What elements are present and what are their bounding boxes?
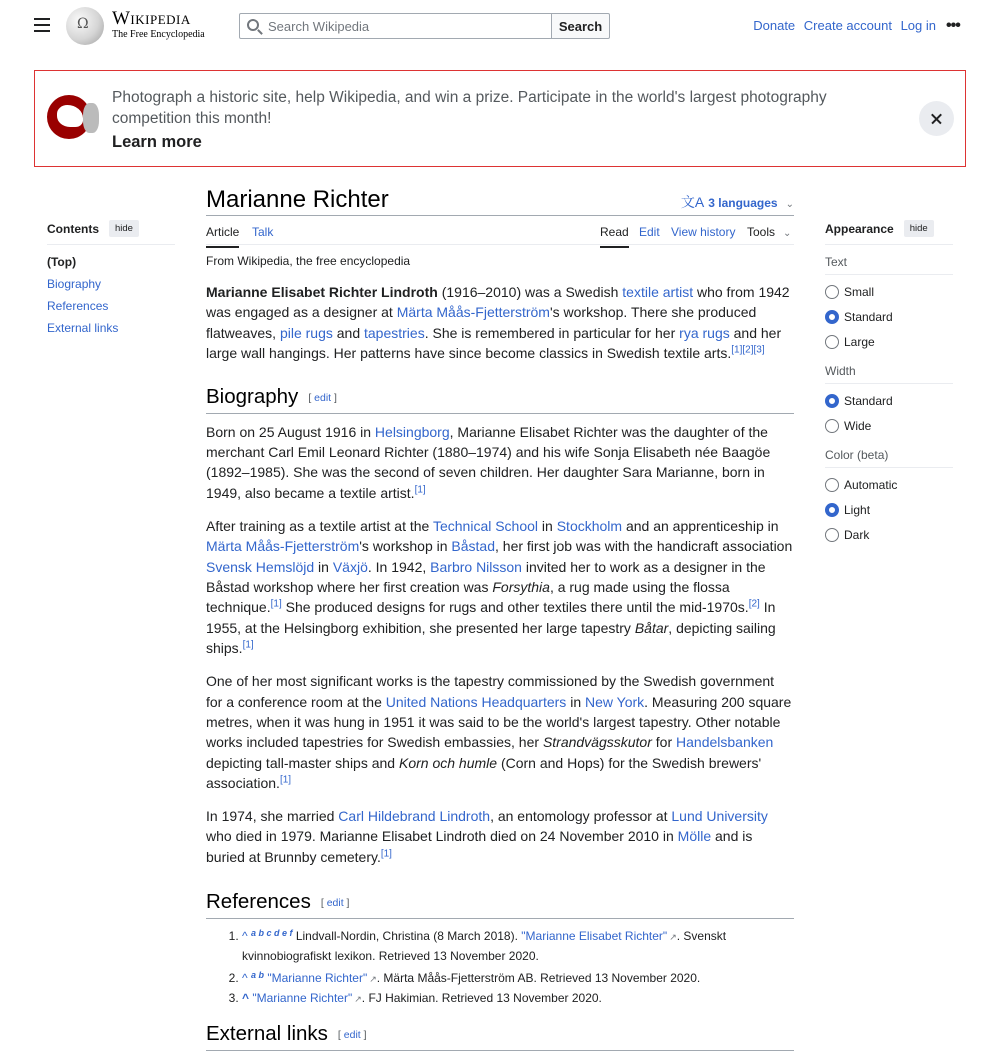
option-label: Large xyxy=(844,335,875,349)
wiki-loves-monuments-icon xyxy=(47,93,99,141)
backlinks[interactable]: a b c d e f xyxy=(250,928,293,939)
link-barbro-nilsson[interactable]: Barbro Nilsson xyxy=(430,558,522,575)
chevron-down-icon: ⌄ xyxy=(785,199,794,210)
link-technical-school[interactable]: Technical School xyxy=(432,517,539,534)
subject-name: Marianne Elisabet Richter Lindroth xyxy=(206,284,438,300)
biography-paragraph: Born on 25 August 1916 in Helsingborg, Marianne Elisabet Richter was the daughter of the merchant Carl Emil Leonard Richter (1880–1974) and his wife Sonja Elisabeth née Baagöe (1892–1985). She was the second of seven children. Her daughter Sara Marianne, born in 1949, also became a textile artist.[1] xyxy=(206,423,771,501)
reference-item: 1. ^ $^{a b c d e f}$ Lindvall-Nordin, Christina (8 March 2018). "Marianne Elisabet Richter" ↗. Svenskt kvinnobiografiskt lexikon. Retrieved 13 November 2020. xyxy=(242,924,794,966)
search-button[interactable]: Search xyxy=(551,13,610,39)
search-input[interactable] xyxy=(266,14,546,38)
citation[interactable]: [2] xyxy=(748,598,760,610)
radio-standard[interactable] xyxy=(825,310,839,324)
external-link-icon: ↗ xyxy=(354,994,362,1005)
edit-section-link[interactable]: edit xyxy=(314,391,332,404)
references-list xyxy=(206,924,794,1009)
main-menu-icon[interactable] xyxy=(34,18,50,32)
link-stockholm[interactable]: Stockholm xyxy=(556,517,623,534)
toc-item-external-links[interactable]: External links xyxy=(47,321,119,335)
tab-article[interactable]: Article xyxy=(206,225,239,248)
width-wide-option[interactable] xyxy=(825,418,953,434)
link-new-york[interactable]: New York xyxy=(585,693,645,710)
donate-link[interactable]: Donate xyxy=(753,18,796,33)
citation[interactable]: [1] xyxy=(380,848,392,860)
tab-talk[interactable]: Talk xyxy=(252,225,274,239)
toc-item-top[interactable]: (Top) xyxy=(47,255,77,269)
wordmark-tagline: The Free Encyclopedia xyxy=(112,29,205,40)
biography-paragraph: In 1974, she married Carl Hildebrand Lindroth, an entomology professor at Lund University who died in 1979. Marianne Elisabet Lindroth died on 24 November 2010 in Mölle and is buried at Brunnby cemetery.[1] xyxy=(206,808,768,865)
color-automatic-option[interactable] xyxy=(825,477,953,493)
biography-paragraph: After training as a textile artist at the Technical School in Stockholm and an apprenticeship in Märta Måås-Fjetterström's workshop in Båstad, her first job was with the handicraft association Svensk Hemslöjd in Växjö. In 1942, Barbro Nilsson invited her to work as a designer in the Båstad workshop where her first creation was Forsythia, a rug made using the flossa technique.[1] She produced designs for rugs and other textiles there until the mid-1970s.[2] In 1955, at the Helsingborg exhibition, she presented her large tapestry Båtar, depicting sailing ships.[1] xyxy=(206,517,793,657)
wordmark-title: Wikipedia xyxy=(112,8,191,29)
link-un-headquarters[interactable]: United Nations Headquarters xyxy=(385,693,567,710)
option-label: Small xyxy=(844,285,875,299)
link-marta-maas-fjetterstrom[interactable]: Märta Måås-Fjetterström xyxy=(206,538,360,555)
chevron-down-icon: ⌄ xyxy=(783,228,792,239)
section-heading-references: References [ edit ] xyxy=(206,890,794,919)
backlink-caret[interactable]: ^ xyxy=(242,991,253,1006)
toc-item-references[interactable]: References xyxy=(47,299,109,313)
banner-message: Photograph a historic site, help Wikipedia, and win a prize. Participate in the world's largest photography competition this month! xyxy=(112,89,827,127)
article-content xyxy=(206,183,794,1051)
more-options-icon[interactable]: ••• xyxy=(946,17,960,34)
learn-more-link[interactable]: Learn more xyxy=(112,133,202,151)
external-link-icon: ↗ xyxy=(369,974,377,985)
link-bastad[interactable]: Båstad xyxy=(451,538,495,555)
search-icon xyxy=(247,19,259,31)
toc-item-biography[interactable]: Biography xyxy=(47,277,102,291)
citation[interactable]: [1] xyxy=(414,484,426,496)
page-title: Marianne Richter xyxy=(206,186,389,213)
campaign-banner xyxy=(34,70,966,167)
option-label: Wide xyxy=(844,419,872,433)
edit-section-link[interactable]: edit xyxy=(343,1029,361,1042)
wikipedia-globe-logo[interactable] xyxy=(66,7,104,45)
backlinks[interactable]: a b xyxy=(250,970,264,981)
table-of-contents xyxy=(47,220,175,335)
radio-small[interactable] xyxy=(825,285,839,299)
tab-edit[interactable]: Edit xyxy=(639,225,660,239)
tools-label: Tools xyxy=(747,225,776,239)
toc-title: Contents xyxy=(47,221,99,236)
link-handelsbanken[interactable]: Handelsbanken xyxy=(676,734,774,751)
link-pile-rugs[interactable]: pile rugs xyxy=(279,324,333,341)
page-tabs xyxy=(206,216,794,245)
link-molle[interactable]: Mölle xyxy=(677,828,712,845)
radio-light[interactable] xyxy=(825,503,839,517)
width-label: Width xyxy=(825,364,953,384)
link-vaxjo[interactable]: Växjö xyxy=(332,558,368,575)
option-label: Standard xyxy=(844,310,893,324)
reference-link[interactable]: "Marianne Richter" xyxy=(267,971,368,986)
link-rya-rugs[interactable]: rya rugs xyxy=(679,324,730,341)
radio-large[interactable] xyxy=(825,335,839,349)
text-large-option[interactable] xyxy=(825,334,953,350)
color-light-option[interactable] xyxy=(825,502,953,518)
option-label: Automatic xyxy=(844,478,898,492)
title-row xyxy=(206,183,794,216)
color-label: Color (beta) xyxy=(825,448,953,468)
site-header xyxy=(0,0,1000,50)
log-in-link[interactable]: Log in xyxy=(900,18,936,33)
link-tapestries[interactable]: tapestries xyxy=(364,324,425,341)
search-box xyxy=(239,13,552,39)
radio-dark[interactable] xyxy=(825,528,839,542)
radio-width-standard[interactable] xyxy=(825,394,839,408)
tab-read[interactable]: Read xyxy=(600,225,629,248)
biography-paragraph: One of her most significant works is the tapestry commissioned by the Swedish government for a conference room at the United Nations Headquarters in New York. Measuring 200 square metres, when it was hung in 1951 it was said to be the world's largest tapestry. Other notable works included tapestries for Swedish embassies, her Strandvägsskutor for Handelsbanken depicting tall-master ships and Korn och humle (Corn and Hops) for the Swedish brewers' association.[1] xyxy=(206,673,792,792)
color-dark-option[interactable] xyxy=(825,527,953,543)
link-svensk-hemslojd[interactable]: Svensk Hemslöjd xyxy=(206,558,315,575)
user-links xyxy=(748,18,936,33)
tagline: From Wikipedia, the free encyclopedia xyxy=(206,254,411,268)
reference-link[interactable]: "Marianne Elisabet Richter" xyxy=(521,929,668,944)
wikipedia-wordmark[interactable] xyxy=(112,9,205,41)
appearance-panel xyxy=(825,220,953,557)
external-link-icon: ↗ xyxy=(669,932,677,943)
link-lund-university[interactable]: Lund University xyxy=(671,808,768,825)
option-label: Standard xyxy=(844,394,893,408)
text-small-option[interactable] xyxy=(825,284,953,300)
option-label: Dark xyxy=(844,528,870,542)
translate-icon: 文A xyxy=(680,194,705,210)
citation[interactable]: [1] xyxy=(270,598,282,610)
toc-hide-button[interactable]: hide xyxy=(109,220,139,237)
link-carl-hildebrand-lindroth[interactable]: Carl Hildebrand Lindroth xyxy=(338,808,491,825)
link-marta-maas-fjetterstrom[interactable]: Märta Måås-Fjetterström xyxy=(396,304,550,321)
section-heading-external-links: External links [ edit ] xyxy=(206,1022,794,1051)
appearance-title: Appearance xyxy=(825,221,894,236)
width-standard-option[interactable] xyxy=(825,393,953,409)
close-icon[interactable] xyxy=(919,101,954,136)
radio-width-wide[interactable] xyxy=(825,419,839,433)
text-standard-option[interactable] xyxy=(825,309,953,325)
citation[interactable]: [1] xyxy=(279,774,292,786)
languages-button[interactable] xyxy=(681,192,794,212)
reference-item: 2. ^ $^{a b}$ "Marianne Richter" ↗. Märta Måås-Fjetterström AB. Retrieved 13 November 2020. xyxy=(242,966,794,989)
text-size-group xyxy=(825,255,953,350)
option-label: Light xyxy=(844,503,871,517)
languages-label: 3 languages xyxy=(708,196,778,210)
edit-section-link[interactable]: edit xyxy=(326,897,344,910)
radio-automatic[interactable] xyxy=(825,478,839,492)
reference-link[interactable]: "Marianne Richter" xyxy=(252,991,353,1006)
color-group xyxy=(825,448,953,543)
citation[interactable]: [1] xyxy=(242,639,254,651)
text-size-label: Text xyxy=(825,255,953,275)
width-group xyxy=(825,364,953,434)
lead-paragraph: Marianne Elisabet Richter Lindroth (1916–2010) was a Swedish textile artist who from 1942 was engaged as a designer at Märta Måås-Fjetterström's workshop. There she produced flatweaves, pile rugs and tapestries. She is remembered in particular for her rya rugs and her large wall hangings. Her patterns have since become classics in Swedish textile arts.[1][2][3] xyxy=(206,284,790,362)
link-helsingborg[interactable]: Helsingborg xyxy=(374,423,450,440)
tab-view-history[interactable]: View history xyxy=(671,225,736,239)
citation[interactable]: [1][2][3] xyxy=(731,344,765,356)
create-account-link[interactable]: Create account xyxy=(803,18,892,33)
reference-item: 3. ^ "Marianne Richter" ↗. FJ Hakimian. Retrieved 13 November 2020. xyxy=(242,989,794,1009)
section-heading-biography: Biography [ edit ] xyxy=(206,385,794,414)
link-textile-artist[interactable]: textile artist xyxy=(622,284,694,300)
appearance-hide-button[interactable]: hide xyxy=(904,220,934,237)
tools-dropdown[interactable] xyxy=(747,225,791,246)
